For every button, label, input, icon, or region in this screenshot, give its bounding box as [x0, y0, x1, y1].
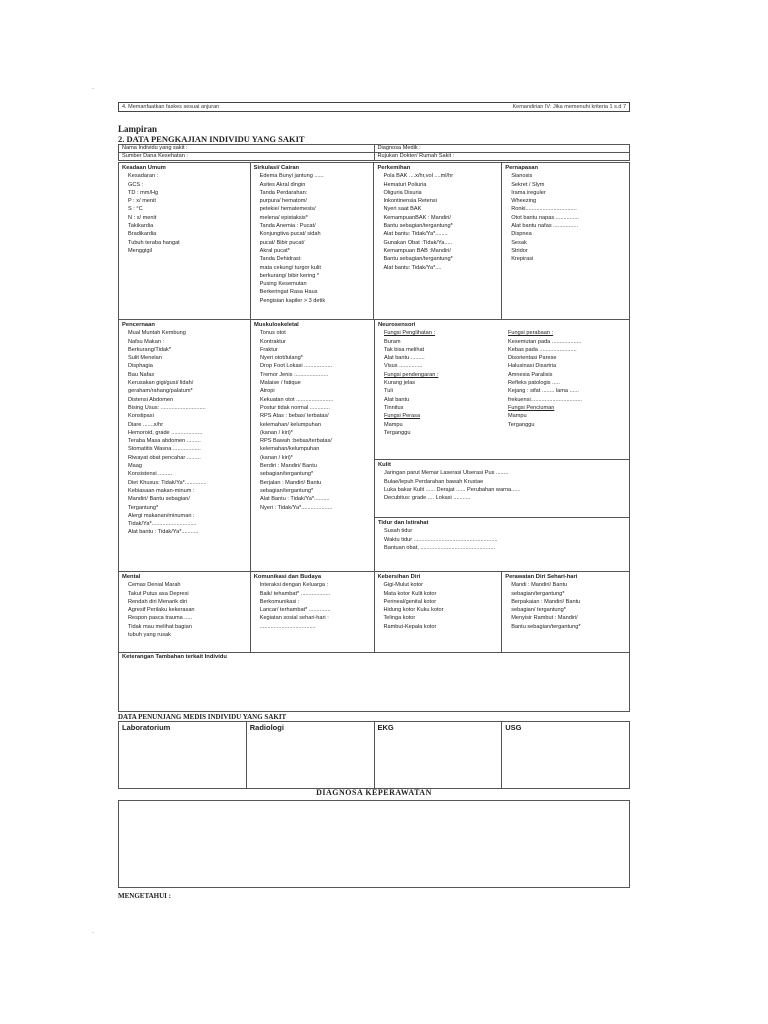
form-line: Nyeri : Tidak/Ya*.................... — [260, 504, 333, 511]
form-line: Respon pasca trauma ..... — [128, 615, 193, 622]
form-line: Terganggu — [384, 429, 411, 436]
form-line: Riwayat obat pencahar ......... — [128, 454, 201, 461]
form-line: RPS Bawah :bebas/terbatas/ — [260, 438, 332, 445]
form-line: Krepirasi — [511, 256, 534, 263]
assessment-row-2 — [118, 319, 630, 572]
form-line: Lancar/ terhambat* .............. — [259, 607, 331, 614]
form-line: Maag — [128, 463, 142, 470]
form-line: Sulit Menelan — [128, 355, 162, 362]
form-line: Fraktur — [260, 346, 278, 353]
form-line: Mandiri/ Bantu sebagian/ — [128, 496, 190, 503]
mengetahui-label: MENGETAHUI : — [118, 892, 171, 900]
form-line: Kemampuan BAB :Mandiri/ — [383, 247, 451, 254]
form-line: (kanan / kiri)* — [260, 429, 293, 436]
komunikasi-lines — [254, 581, 371, 631]
neurosensori-cell: Neurosensori Fungsi Penglihatan : Buram Tak bisa melihat Alat bantu ......... Visus ............... Fungsi pendengaran : Kurang jelas Tuli Alat bantu Tinnitus Fungsi Perasa Mampu Terganggu Fungsi perabaan : Kesemutan pada ................... Kebas pada ........................ Disorientasi Parese Halusinasi Disartria Amnesia Paralisis Refleks patologis ..... Kejang : sifat ........ lama ...... frekuensi................................. Fungsi Penciuman Mampu Terganggu — [375, 320, 630, 460]
form-line: Bantuan obat, ................................................ — [384, 544, 495, 551]
form-line: Kebas pada ........................ — [508, 346, 577, 353]
form-line: Postur tidak normal ............. — [260, 404, 330, 411]
form-line: Hematuri Poliuria — [383, 181, 427, 188]
form-line: Bising Usus: ............................. — [128, 404, 206, 411]
form-line: .................................... — [259, 623, 316, 630]
form-line: Tanda Anemia : Pucat/ — [259, 223, 316, 230]
keadaan-umum-lines — [122, 172, 247, 255]
form-line: kelemahan/ kelumpuhan — [260, 421, 321, 428]
form-line: Tinnitus — [384, 404, 404, 411]
diagnosa-box — [118, 800, 630, 888]
sumber-dana-field: Sumber Dana Kesehatan : — [119, 153, 375, 161]
form-line: sebagian/tergantung* — [511, 590, 565, 597]
form-line: Fungsi pendengaran : — [384, 371, 439, 378]
identity-table — [118, 144, 630, 161]
form-line: Kesadaran : — [128, 173, 159, 180]
form-line: mata cekung/ turgor kulit — [259, 264, 321, 271]
top-bar-right: Kemandirian IV: Jika memenuhi kriteria 1 s.d 7 — [512, 104, 626, 110]
form-line: Stridor — [511, 247, 528, 254]
tidur-cell: Tidur dan Istirahat Susah tidur Waktu tidur ...................................................... Bantuan obat, ................................................ — [375, 518, 630, 572]
form-line: Bantu sebagian/tergantung* — [383, 256, 453, 263]
form-line: Kontraktur — [260, 338, 286, 345]
form-line: Mandi : Mandiri/ Bantu — [511, 582, 568, 589]
form-line: Mampu — [384, 421, 403, 428]
form-line: Gunakan Obat :Tidak/Ya..... — [383, 239, 453, 246]
form-line: Kebiasaan makan-minum : — [128, 487, 195, 494]
form-line: Wheezing — [511, 198, 537, 205]
form-line: Decubitus: grade .... Lokasi ........... — [384, 495, 471, 502]
ekg-cell: EKG — [374, 722, 502, 789]
form-line: Diare .......x/hr — [128, 421, 164, 428]
form-line: Alat bantu: Tidak/Ya*.... — [383, 264, 442, 271]
assessment-row-1 — [118, 162, 630, 320]
form-line: Interaksi dengan Keluarga : — [259, 582, 329, 589]
form-line: N : x/ menit — [128, 214, 157, 221]
form-line: Tanda Perdarahan: — [259, 189, 308, 196]
form-line: Konsistensi ......... — [128, 471, 173, 478]
form-line: Kurang jelas — [384, 380, 416, 387]
pernapasan-lines — [505, 172, 626, 263]
form-line: Takut Putus asa Depresi — [128, 590, 189, 597]
form-line: Fungsi Perasa — [384, 413, 421, 420]
form-line: Kerusakan gigi/gusi/ lidah/ — [128, 380, 194, 387]
form-line: Nafsu Makan : — [128, 338, 165, 345]
form-line: Pola BAK ....x/hr,vol ....ml/hr — [383, 173, 454, 180]
form-line: Distensi Abdomen — [128, 396, 174, 403]
form-line: Oliguria Disuria — [383, 189, 422, 196]
diagnosa-medik-field: Diagnosa Medik : — [374, 145, 630, 153]
form-line: Asites Akral dingin — [259, 181, 306, 188]
form-line: Tidak mau melihat bagian — [128, 623, 192, 630]
form-line: Berdiri : Mandiri/ Bantu — [260, 463, 317, 470]
form-line: Diet Khusus: Tidak/Ya*.............. — [128, 479, 207, 486]
form-line: Akral pucat* — [259, 247, 290, 254]
perawatan-lines — [505, 581, 626, 631]
form-line: Bulae/lepuh Perdarahan bawah Krustae — [384, 478, 484, 485]
form-line: Rendah diri Menarik diri — [128, 598, 188, 605]
form-line: melena/ epistaksis* — [259, 214, 308, 221]
form-line: Pusing Kesemutan — [259, 281, 307, 288]
form-line: Tergantung* — [128, 504, 159, 511]
kebersihan-cell: Kebersihan Diri Gigi-Mulut kotor Mata kotor Kulit kotor Perineal/genital kotor Hidung kotor Kuku kotor Telinga kotor Rambut-Kepala kotor — [374, 572, 502, 653]
form-line: Tubuh teraba hangat — [128, 239, 180, 246]
form-line: kelemahan/kelumpuhan — [260, 446, 320, 453]
form-line: Tak bisa melihat — [384, 346, 425, 353]
lampiran-heading: Lampiran — [118, 124, 158, 134]
form-line: Takikardia — [128, 223, 154, 230]
form-line: Gigi-Mulut kotor — [383, 582, 423, 589]
form-line: Stomatitis Wasna .................. — [128, 446, 201, 453]
form-line: purpura/ hematom/ — [259, 198, 307, 205]
form-line: Kegiatan sosial sehari-hari : — [259, 615, 329, 622]
form-line: Tidak/Ya*............................. — [128, 521, 197, 528]
top-bar-left: 4. Memanfaatkan faskes sesuai anjuran — [122, 104, 220, 110]
form-line: KemampuanBAK : Mandiri/ — [383, 214, 451, 221]
form-line: Perineal/genital kotor — [383, 598, 437, 605]
form-line: Dispnea — [511, 231, 532, 238]
keterangan-label: Keterangan Tambahan terkait Individu — [122, 654, 227, 660]
form-line: Menyisir Rambut : Mandiri/ — [511, 615, 578, 622]
form-line: Buram — [384, 338, 401, 345]
form-line: (kanan / kiri)* — [260, 454, 293, 461]
diagnosa-title: DIAGNOSA KEPERAWATAN — [316, 788, 432, 797]
section-title: 2. DATA PENGKAJIAN INDIVIDU YANG SAKIT — [118, 134, 305, 144]
form-line: Bantu sebagian/tergantung* — [511, 623, 581, 630]
form-line: Alat bantu nafas ................ — [511, 223, 579, 230]
form-line: Pengisian kapiler > 3 detik — [259, 297, 326, 304]
kulit-lines — [378, 469, 626, 502]
margin-mark-bottom: - — [92, 930, 94, 936]
form-line: RPS Atas : bebas/ terbatas/ — [260, 413, 329, 420]
form-line: Konstipasi — [128, 413, 154, 420]
kulit-cell: Kulit Jaringan parut Memar Laserasi Ulserasi Pus ........ Bulae/lepuh Perdarahan bawah Krustae Luka bakar Kulit ...... Derajat ...... Perubahan warna...... Decubitus: grade .... Lokasi ........... — [375, 460, 630, 518]
form-line: Edema Bunyi jantung ...... — [259, 173, 324, 180]
form-line: Disphagia — [128, 363, 153, 370]
form-line: Konjungtiva pucat/ sidah — [259, 231, 321, 238]
komunikasi-cell: Komunikasi dan Budaya Interaksi dengan Keluarga : Baik/ tehambat* ................... Berkomunikasi : Lancar/ terhambat* .............. Kegiatan sosial sehari-hari : .................................... — [250, 572, 374, 653]
form-line: TD : mm/Hg — [128, 189, 159, 196]
form-line: frekuensi................................. — [508, 396, 582, 403]
sirkulasi-cell: Sirkulasi/ Cairan Edema Bunyi jantung ...... Asites Akral dingin Tanda Perdarahan: purpura/ hematom/ petekie/ hematemesis/ melena/ epistaksis* Tanda Anemia : Pucat/ Konjungtiva pucat/ sidah pucat/ Bibir pucat/ Akral pucat* Tanda Dehidrasi: mata cekung/ turgor kulit berkurang/ bibir kering * Pusing Kesemutan Berkeringat Rasa Haus Pengisian kapiler > 3 detik — [250, 163, 374, 320]
form-line: Mual Muntah Kembung — [128, 330, 186, 337]
muskuloskeletal-lines — [254, 329, 371, 512]
form-line: Otot bantu napas ............... — [511, 214, 579, 221]
form-line: Kejang : sifat ........ lama ...... — [508, 388, 579, 395]
form-line: Ronki................................. — [511, 206, 577, 213]
penunjang-table — [118, 721, 630, 789]
keterangan-box — [118, 652, 630, 712]
form-line: Disorientasi Parese — [508, 355, 557, 362]
form-line: Hidung kotor Kuku kotor — [383, 607, 444, 614]
form-line: Berkeringat Rasa Haus — [259, 289, 318, 296]
form-line: geraham/rahang/palatum* — [128, 388, 193, 395]
form-line: Berkurang/Tidak* — [128, 346, 172, 353]
perkemihan-lines — [377, 172, 498, 272]
form-line: Agresif Perilaku kekerasan — [128, 607, 195, 614]
margin-mark-top: - — [92, 86, 94, 92]
form-line: Bantu sebagian/tergantung* — [383, 223, 453, 230]
form-line: Berkomunikasi : — [259, 598, 300, 605]
form-line: Berpakaian : Mandiri/ Bantu — [511, 598, 581, 605]
radiologi-cell: Radiologi — [246, 722, 374, 789]
sirkulasi-lines — [254, 172, 371, 305]
form-line: Kekuatan otot ........................ — [260, 396, 334, 403]
form-line: Fungsi Penglihatan : — [384, 330, 435, 337]
form-line: pucat/ Bibir pucat/ — [259, 239, 305, 246]
form-line: Teraba Masa abdomen ......... — [128, 438, 201, 445]
form-line: Mampu — [508, 413, 527, 420]
form-line: S : °C — [128, 206, 143, 213]
form-line: petekie/ hematemesis/ — [259, 206, 316, 213]
form-line: Tuli — [384, 388, 393, 395]
form-line: Fungsi Penciuman — [508, 404, 555, 411]
form-line: Baik/ tehambat* ................... — [259, 590, 331, 597]
form-line: Alat bantu — [384, 396, 410, 403]
mental-lines — [122, 581, 247, 639]
neurosensori-left — [378, 329, 502, 437]
form-line: Jaringan parut Memar Laserasi Ulserasi Pus ........ — [384, 470, 509, 477]
form-line: Luka bakar Kulit ...... Derajat ...... Perubahan warna...... — [384, 486, 521, 493]
perkemihan-cell: Perkemihan Pola BAK ....x/hr,vol ....ml/hr Hematuri Poliuria Oliguria Disuria Inkontinensia Retensi Nyeri saat BAK KemampuanBAK : Mandiri/ Bantu sebagian/tergantung* Alat bantu: Tidak/Ya*........ Gunakan Obat :Tidak/Ya..... Kemampuan BAB :Mandiri/ Bantu sebagian/tergantung* Alat bantu: Tidak/Ya*.... — [374, 163, 502, 320]
form-line: sebagian/tergantung* — [260, 487, 314, 494]
assessment-row-3 — [118, 571, 630, 653]
form-line: sebagian/ tergantung* — [511, 607, 566, 614]
form-line: Berjalan : Mandiri/ Bantu — [260, 479, 322, 486]
form-line: Bradikardia — [128, 231, 157, 238]
muskuloskeletal-cell: Muskuloskeletal Tonus otot Kontraktur Fraktur Nyeri otot/tulang* Drop Foot Lokasi .................. Tremor Jenis ...................... Malaise / fatique Atropi Kekuatan otot ........................ Postur tidak normal ............. RPS Atas : bebas/ terbatas/ kelemahan/ kelumpuhan (kanan / kiri)* RPS Bawah :bebas/terbatas/ kelemahan/kelumpuhan (kanan / kiri)* Berdiri : Mandiri/ Bantu sebagian/tergantung* Berjalan : Mandiri/ Bantu sebagian/tergantung* Alat Bantu : Tidak/Ya*.......... Nyeri : Tidak/Ya*.................... — [251, 320, 375, 572]
form-line: P : x/ menit — [128, 198, 156, 205]
form-line: Drop Foot Lokasi .................. — [260, 363, 333, 370]
form-line: Amnesia Paralisis — [508, 371, 553, 378]
form-line: berkurang/ bibir kering * — [259, 272, 320, 279]
form-line: Refleks patologis ..... — [508, 380, 560, 387]
mental-cell: Mental Cemas Denial Marah Takut Putus asa Depresi Rendah diri Menarik diri Agresif Perilaku kekerasan Respon pasca trauma ..... Tidak mau melihat bagian tubuh yang rusak — [119, 572, 251, 653]
kebersihan-lines — [378, 581, 499, 631]
form-line: Waktu tidur ...................................................... — [384, 536, 498, 543]
form-line: Kesemutan pada ................... — [508, 338, 582, 345]
form-line: Alergi makanan/minuman : — [128, 512, 195, 519]
form-line: Sekret / Slym — [511, 181, 545, 188]
perawatan-cell: Perawatan Diri Sehari-hari Mandi : Mandiri/ Bantu sebagian/tergantung* Berpakaian : Mandiri/ Bantu sebagian/ tergantung* Menyisir Rambut : Mandiri/ Bantu sebagian/tergantung* — [502, 572, 630, 653]
laboratorium-cell: Laboratorium — [119, 722, 247, 789]
pencernaan-lines — [122, 329, 247, 536]
form-line: Sesak — [511, 239, 527, 246]
keadaan-umum-cell: Keadaan Umum Kesadaran : GCS : TD : mm/Hg P : x/ menit S : °C N : x/ menit Takikardia Bradikardia Tubuh teraba hangat Menggigil — [119, 163, 251, 320]
pernapasan-cell: Pernapasan Sianosis Sekret / Slym Irama ireguler Wheezing Ronki................................. Otot bantu napas ............... Alat bantu nafas ................ Dispnea Sesak Stridor Krepirasi — [502, 163, 630, 320]
form-line: Menggigil — [128, 247, 152, 254]
form-line: Alat bantu: Tidak/Ya*........ — [383, 231, 448, 238]
form-line: Alat bantu ......... — [384, 355, 425, 362]
form-line: Inkontinensia Retensi — [383, 198, 437, 205]
form-line: Malaise / fatique — [260, 380, 301, 387]
form-line: GCS : — [128, 181, 144, 188]
form-line: Cemas Denial Marah — [128, 582, 181, 589]
form-line: Tonus otot — [260, 330, 286, 337]
nama-field: Nama Individu yang sakit : — [119, 145, 375, 153]
form-line: Atropi — [260, 388, 275, 395]
form-line: Visus ............... — [384, 363, 423, 370]
form-line: Telinga kotor — [383, 615, 416, 622]
form-line: Bau Nafas — [128, 371, 155, 378]
form-line: Mata kotor Kulit kotor — [383, 590, 437, 597]
form-line: Nyeri otot/tulang* — [260, 355, 303, 362]
form-line: tubuh yang rusak — [128, 632, 171, 639]
form-line: Alat Bantu : Tidak/Ya*.......... — [260, 496, 330, 503]
top-bar — [118, 102, 630, 112]
form-line: Terganggu — [508, 421, 535, 428]
form-line: Alat bantu : Tidak/Ya*........... — [128, 529, 199, 536]
form-line: Hemoroid, grade .................... — [128, 429, 203, 436]
form-line: Tremor Jenis ...................... — [260, 371, 329, 378]
rujukan-field: Rujukan Dokter/ Rumah Sakit : — [374, 153, 630, 161]
penunjang-title: DATA PENUNJANG MEDIS INDIVIDU YANG SAKIT — [118, 713, 287, 721]
form-line: Nyeri saat BAK — [383, 206, 422, 213]
pencernaan-cell: Pencernaan Mual Muntah Kembung Nafsu Makan : Berkurang/Tidak* Sulit Menelan Disphagia Bau Nafas Kerusakan gigi/gusi/ lidah/ geraham/rahang/palatum* Distensi Abdomen Bising Usus: ............................. Konstipasi Diare .......x/hr Hemoroid, grade .................... Teraba Masa abdomen ......... Stomatitis Wasna .................. Riwayat obat pencahar ......... Maag Konsistensi ......... Diet Khusus: Tidak/Ya*.............. Kebiasaan makan-minum : Mandiri/ Bantu sebagian/ Tergantung* Alergi makanan/minuman : Tidak/Ya*............................. Alat bantu : Tidak/Ya*........... — [119, 320, 251, 572]
tidur-lines — [378, 527, 626, 552]
form-line: Sianosis — [511, 173, 533, 180]
form-line: Susah tidur — [384, 528, 413, 535]
usg-cell: USG — [502, 722, 630, 789]
form-line: sebagian/tergantung* — [260, 471, 314, 478]
form-line: Rambut-Kepala kotor — [383, 623, 437, 630]
form-line: Halusinasi Disartria — [508, 363, 557, 370]
form-line: Irama ireguler — [511, 189, 546, 196]
neurosensori-right — [502, 329, 626, 437]
form-line: Tanda Dehidrasi: — [259, 256, 302, 263]
form-line: Fungsi perabaan : — [508, 330, 554, 337]
